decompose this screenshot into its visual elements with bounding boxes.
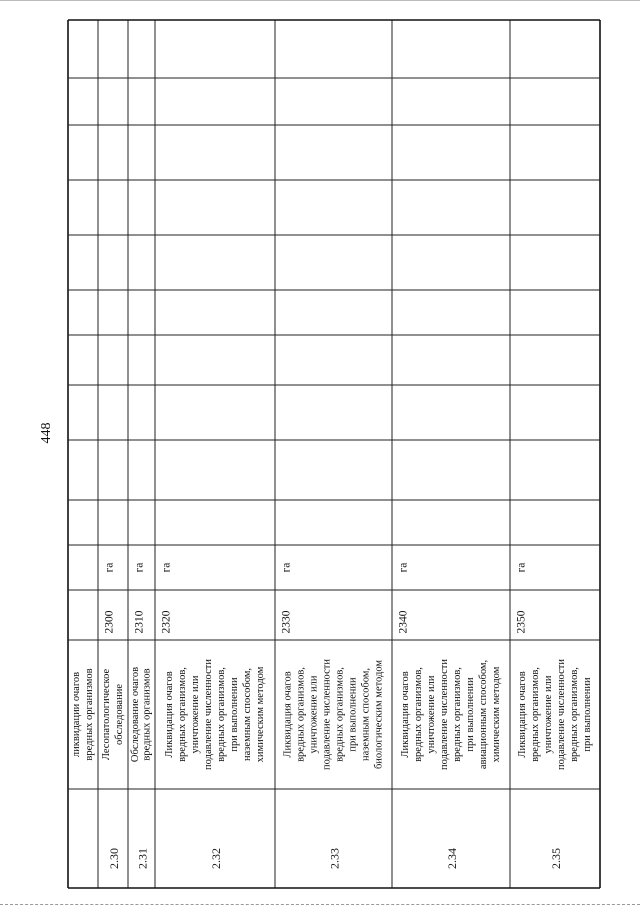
row-name-line: уничтожение или [542,675,554,754]
row-unit: га [397,562,410,573]
row-name-line: вредных организмов [83,668,95,761]
row-name-line: наземным способом, [360,667,372,762]
row-number: 2.34 [444,848,459,869]
row-code: 2310 [133,610,146,634]
row-name-line: авиационным способом, [477,659,489,770]
row-name-line: Ликвидация очагов [516,671,528,758]
row-name-line: вредных организмов, [451,667,463,762]
row-name-line: Лесопатологическое [100,668,112,761]
row-code: 2350 [515,610,528,634]
row-number: 2.31 [135,848,150,869]
row-name-line: Ликвидация очагов [163,671,175,758]
row-unit: га [280,562,293,573]
row-name-line: подавление численности [321,659,333,770]
row-name-line: подавление численности [202,659,214,770]
row-name-line: вредных организмов, [295,667,307,762]
row-name-line: Ликвидация очагов [282,671,294,758]
row-number: 2.33 [327,848,342,869]
row-name-line: уничтожение или [308,675,320,754]
row-name-line: при выполнении [228,677,240,752]
row-number: 2.35 [548,848,563,869]
row-name-line: при выполнении [464,677,476,752]
row-unit: га [160,562,173,573]
row-name-line: биологическим методом [373,659,385,770]
row-name-line: химическим методом [490,666,502,763]
row-name-line: при выполнении [581,677,593,752]
row-code: 2320 [160,610,173,634]
row-unit: га [103,562,116,573]
row-code: 2300 [103,610,116,634]
row-number: 2.30 [106,848,121,869]
row-name-line: наземным способом, [241,667,253,762]
row-code: 2340 [397,610,410,634]
row-name-line: вредных организмов, [334,667,346,762]
row-unit: га [133,562,146,573]
row-name-line: вредных организмов, [568,667,580,762]
row-name-line: вредных организмов [141,668,153,761]
row-name-line: вредных организмов, [176,667,188,762]
row-name-line: обследование [113,684,125,745]
row-name-line: подавление численности [555,659,567,770]
scan-bottom-edge [0,898,640,905]
row-number: 2.32 [208,848,223,869]
page-number: 448 [39,422,54,444]
row-name-line: вредных организмов, [529,667,541,762]
row-unit: га [515,562,528,573]
row-name-line: уничтожение или [189,675,201,754]
row-name-line: Ликвидация очагов [399,671,411,758]
row-name-line: вредных организмов, [215,667,227,762]
row-name-line: химическим методом [254,666,266,763]
table-cells [71,563,593,869]
row-name-line: подавление численности [438,659,450,770]
row-name-line: вредных организмов, [412,667,424,762]
row-name-line: уничтожение или [425,675,437,754]
row-name-line: при выполнении [347,677,359,752]
row-name-line: Обследование очагов [130,666,142,763]
row-code: 2330 [280,610,293,634]
row-name-line: ликвидации очагов [70,671,82,758]
